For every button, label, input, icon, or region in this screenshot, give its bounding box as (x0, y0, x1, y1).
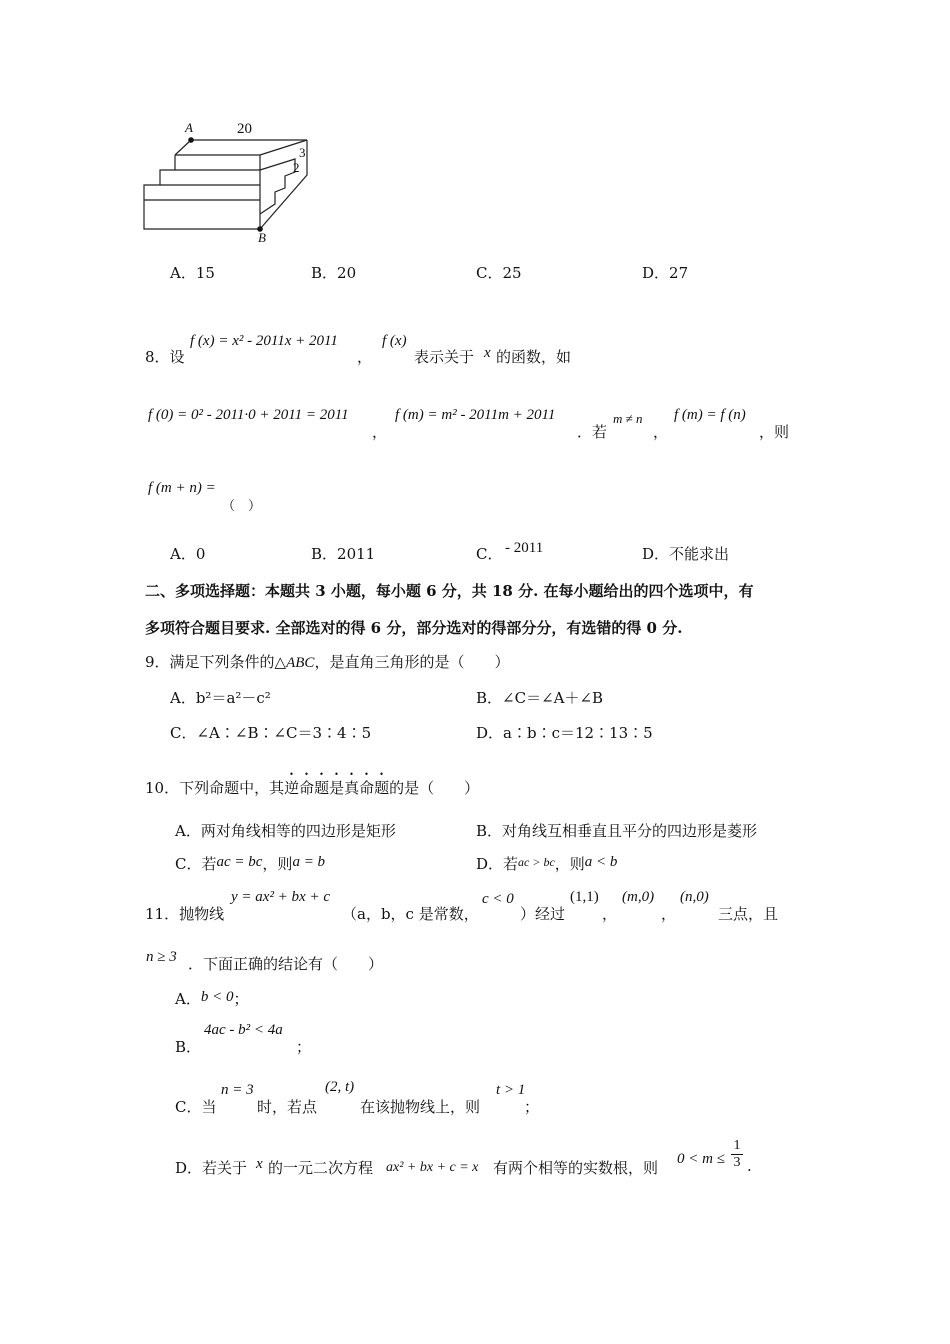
q11-option-a[interactable] (175, 988, 248, 1009)
figure-label-20: 20 (237, 121, 252, 137)
q10-option-d-prefix: D．若 (476, 855, 519, 873)
q8-option-b[interactable]: B．2011 (311, 545, 376, 563)
q10-stem-b: 的是（ ） (389, 779, 480, 797)
q8-ze: ，则 (759, 423, 790, 441)
point-a-dot (188, 137, 194, 143)
q11-constants: （a，b，c 是常数， (342, 905, 479, 923)
q11-option-c-suffix: ； (524, 1098, 540, 1116)
q8-option-a[interactable]: A．0 (170, 545, 206, 563)
q11-option-c-prefix[interactable]: C．当 (175, 1098, 217, 1116)
q10-option-c-result: a = b (292, 854, 326, 870)
q10-option-c-prefix: C．若 (175, 855, 217, 873)
q11-point1: (1,1) (570, 889, 599, 905)
q8-comma3: ， (653, 423, 669, 441)
q11-comma1: ， (602, 905, 618, 923)
q11-point3: (n,0) (680, 889, 709, 905)
q8-option-c-prefix[interactable]: C． (476, 545, 503, 563)
q9-option-d[interactable]: D．a∶b∶c＝12∶13∶5 (476, 724, 653, 742)
q10-option-c[interactable] (175, 853, 325, 874)
q11-equation: y = ax² + bx + c (231, 889, 330, 905)
q9-abc: ABC (286, 655, 315, 671)
q8-paren: （ ） (222, 499, 262, 514)
q10-stem-a: 10．下列命题中，其 (145, 779, 285, 797)
section2-heading-line2: 多项符合题目要求. 全部选对的得 6 分，部分选对的得部分分，有选错的得 0 分. (145, 619, 683, 637)
q10-option-a[interactable]: A．两对角线相等的四边形是矩形 (175, 822, 396, 840)
q11-option-c-n3: n = 3 (221, 1082, 254, 1098)
q11-option-c-point: (2, t) (325, 1079, 355, 1095)
q7-option-b[interactable]: B．20 (311, 264, 357, 282)
q8-ruo: ．若 (577, 423, 608, 441)
q8-comma2: ， (372, 423, 388, 441)
q8-prefix: 8．设 (145, 348, 185, 366)
q11-option-a-expr: b < 0 (200, 989, 234, 1005)
q11-option-d-suffix: . (747, 1157, 752, 1175)
q10-option-b[interactable]: B．对角线互相垂直且平分的四边形是菱形 (476, 822, 758, 840)
q8-m-neq-n: m ≠ n (613, 411, 643, 426)
q11-option-d-mid2: 有两个相等的实数根，则 (493, 1159, 659, 1177)
q9-option-c[interactable]: C．∠A∶∠B∶∠C＝3∶4∶5 (170, 724, 372, 742)
q9-option-b[interactable]: B．∠C＝∠A＋∠B (476, 689, 604, 707)
q10-option-d-cond: ac > bc (518, 855, 555, 869)
q7-option-c[interactable]: C．25 (476, 264, 522, 282)
q11-option-d-numerator: 1 (733, 1138, 741, 1153)
q8-fmn: f (m + n) = (148, 480, 216, 496)
q11-option-b-suffix: ； (296, 1038, 312, 1056)
q11-option-d-fraction (731, 1139, 743, 1170)
q11-option-d-equation: ax² + bx + c = x (386, 1160, 479, 1175)
q11-pass: ）经过 (520, 905, 566, 923)
q10-option-c-cond: ac = bc (216, 854, 263, 870)
q11-tail: 三点，且 (718, 905, 779, 923)
figure-label-2: 2 (293, 160, 300, 175)
q11-n-geq-3: n ≥ 3 (146, 949, 177, 965)
q8-f0: f (0) = 0² - 2011·0 + 2011 = 2011 (148, 407, 349, 423)
q11-option-c-result: t > 1 (496, 1082, 526, 1098)
q11-c-negative: c < 0 (482, 891, 514, 907)
q10-stem-emphasis: 逆命题是真命题 (284, 779, 390, 797)
q8-fm-eq-fn: f (m) = f (n) (674, 407, 746, 423)
q7-option-a[interactable]: A．15 (170, 264, 215, 282)
q11-option-d-prefix[interactable]: D．若关于 (175, 1159, 248, 1177)
q11-option-d-result: 0 < m ≤ (677, 1151, 725, 1167)
q11-option-c-mid2: 在该抛物线上，则 (360, 1098, 481, 1116)
q9-stem-a: 9．满足下列条件的△ (145, 653, 287, 671)
q11-option-d-x: x (256, 1156, 263, 1172)
q8-fx: f (x) (382, 333, 407, 349)
q8-x: x (484, 345, 491, 361)
q7-option-d[interactable]: D．27 (642, 264, 689, 282)
q10-option-d-result: a < b (584, 854, 618, 870)
q9-stem-b: ，是直角三角形的是（ ） (314, 653, 510, 671)
q11-comma2: ， (661, 905, 677, 923)
q8-option-c-value: - 2011 (505, 540, 544, 556)
q8-function-def: f (x) = x² - 2011x + 2011 (190, 333, 338, 349)
q11-option-a-prefix: A． (175, 990, 201, 1008)
q9-option-a[interactable]: A．b²＝a²－c² (170, 689, 271, 707)
q11-option-b-expr: 4ac - b² < 4a (204, 1022, 283, 1038)
q11-option-a-suffix: ； (233, 990, 249, 1008)
q11-option-c-mid: 时，若点 (257, 1098, 318, 1116)
q10-stem (145, 770, 479, 798)
q11-point2: (m,0) (622, 889, 655, 905)
q8-fm: f (m) = m² - 2011m + 2011 (395, 407, 556, 423)
q11-option-d-denominator: 3 (733, 1155, 741, 1170)
section2-heading-line1: 二、多项选择题：本题共 3 小题，每小题 6 分，共 18 分. 在每小题给出的四个选项中，有 (145, 582, 754, 600)
q10-option-d-mid: ，则 (554, 855, 585, 873)
q8-comma1: ， (357, 348, 373, 366)
figure-label-3: 3 (299, 145, 306, 160)
q8-option-d[interactable]: D．不能求出 (642, 545, 730, 563)
q11-option-b-prefix[interactable]: B． (175, 1038, 202, 1056)
q8-text1: 表示关于 (414, 348, 475, 366)
q11-prefix: 11．抛物线 (145, 905, 225, 923)
q11-line2: ．下面正确的结论有（ ） (188, 955, 384, 973)
q8-text2: 的函数，如 (496, 348, 572, 366)
q10-option-d[interactable] (476, 853, 617, 874)
q10-option-c-mid: ，则 (262, 855, 293, 873)
staircase-figure (135, 118, 325, 248)
figure-label-a: A (185, 120, 193, 135)
q9-stem (145, 651, 509, 672)
figure-label-b: B (258, 230, 266, 245)
q11-option-d-mid: 的一元二次方程 (268, 1159, 374, 1177)
